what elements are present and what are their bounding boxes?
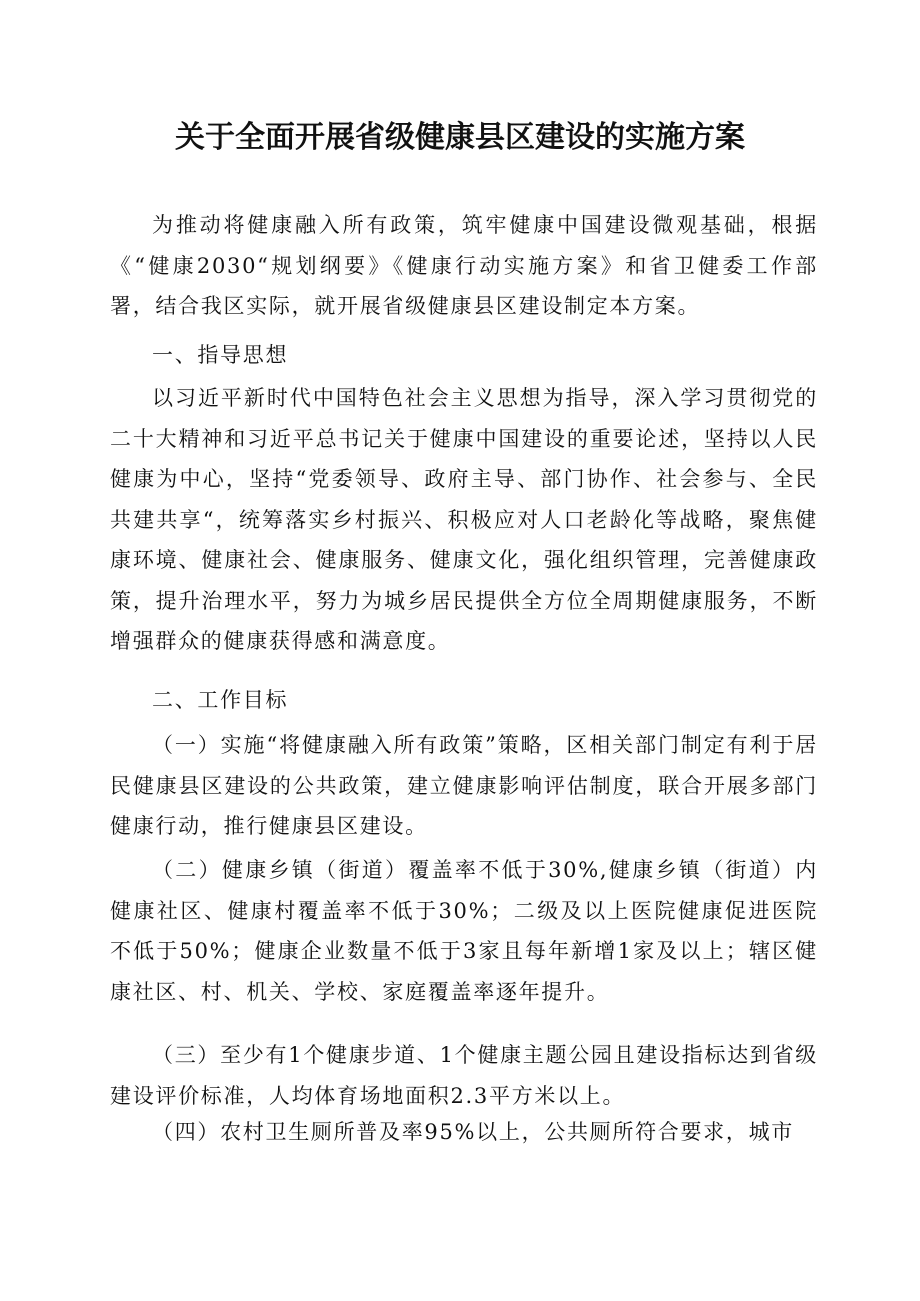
document-title: 关于全面开展省级健康县区建设的实施方案 (175, 120, 745, 155)
guiding-ideology-paragraph: 以习近平新时代中国特色社会主义思想为指导，深入学习贯彻党的二十大精神和习近平总书记关于健康中国建设的重要论述，坚持以人民健康为中心，坚持“党委领导、政府主导、部门协作、社会参与、全民共建共享“，统筹落实乡村振兴、积极应对人口老龄化等战略，聚焦健康环境、健康社会、健康服务、健康文化，强化组织管理，完善健康政策，提升治理水平，努力为城乡居民提供全方位全周期健康服务，不断增强群众的健康获得感和满意度。 (110, 386, 818, 653)
section-heading-work-goals: 二、工作目标 (152, 688, 289, 712)
goal-item-3: （三）至少有1个健康步道、1个健康主题公园且建设指标达到省级建设评价标准，人均体育场地面积2.3平方米以上。 (110, 1043, 818, 1108)
goal-item-1: （一）实施“将健康融入所有政策”策略，区相关部门制定有利于居民健康县区建设的公共政策，建立健康影响评估制度，联合开展多部门健康行动，推行健康县区建设。 (110, 733, 818, 838)
intro-paragraph: 为推动将健康融入所有政策，筑牢健康中国建设微观基础，根据《“健康2030“规划纲要》《健康行动实施方案》和省卫健委工作部署，结合我区实际，就开展省级健康县区建设制定本方案。 (110, 213, 818, 318)
goal-item-2: （二）健康乡镇（街道）覆盖率不低于30%,健康乡镇（街道）内健康社区、健康村覆盖率不低于30%；二级及以上医院健康促进医院不低于50%；健康企业数量不低于3家且每年新增1家及以上；辖区健康社区、村、机关、学校、家庭覆盖率逐年提升。 (110, 858, 818, 1004)
goal-item-4: （四）农村卫生厕所普及率95%以上，公共厕所符合要求，城市 (152, 1120, 794, 1144)
section-heading-guiding-ideology: 一、指导思想 (152, 343, 289, 367)
